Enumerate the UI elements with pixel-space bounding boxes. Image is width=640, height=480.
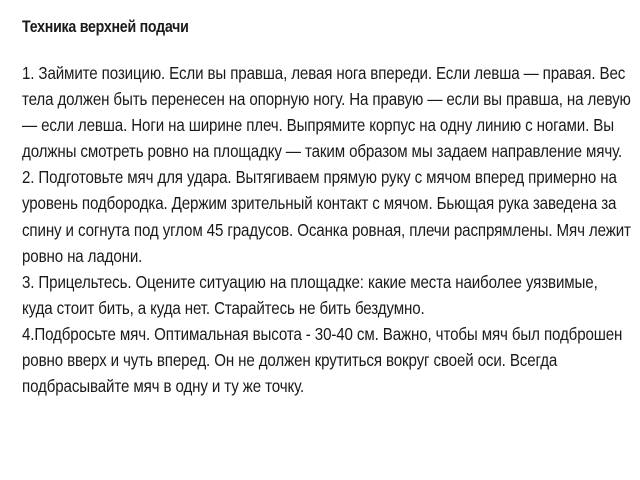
document-body (22, 60, 631, 399)
step-1-paragraph: 1. Займите позицию. Если вы правша, левая нога впереди. Если левша — правая. Вес тела должен быть перенесен на опорную ногу. На правую — если вы правша, на левую — если левша. Ноги на ширине плеч. Выпрямите корпус на одну линию с ногами. Вы должны смотреть ровно на площадку — таким образом мы задаем направление мячу. (22, 63, 631, 162)
step-4-paragraph: 4.Подбросьте мяч. Оптимальная высота - 30-40 см. Важно, чтобы мяч был подброшен ровно вверх и чуть вперед. Он не должен крутиться вокруг своей оси. Всегда подбрасывайте мяч в одну и ту же точку. (22, 323, 623, 397)
step-2-paragraph: 2. Подготовьте мяч для удара. Вытягиваем прямую руку с мячом вперед примерно на уровень подбородка. Держим зрительный контакт с мячом. Бьющая рука заведена за спину и согнута под углом 45 градусов. Осанка ровная, плечи распрямлены. Мяч лежит ровно на ладони. (22, 167, 631, 266)
step-3-paragraph: 3. Прицельтесь. Оцените ситуацию на площадке: какие места наиболее уязвимые, куда стоит бить, а куда нет. Старайтесь не бить бездумно. (22, 271, 598, 318)
document-title: Техника верхней подачи (22, 18, 189, 36)
